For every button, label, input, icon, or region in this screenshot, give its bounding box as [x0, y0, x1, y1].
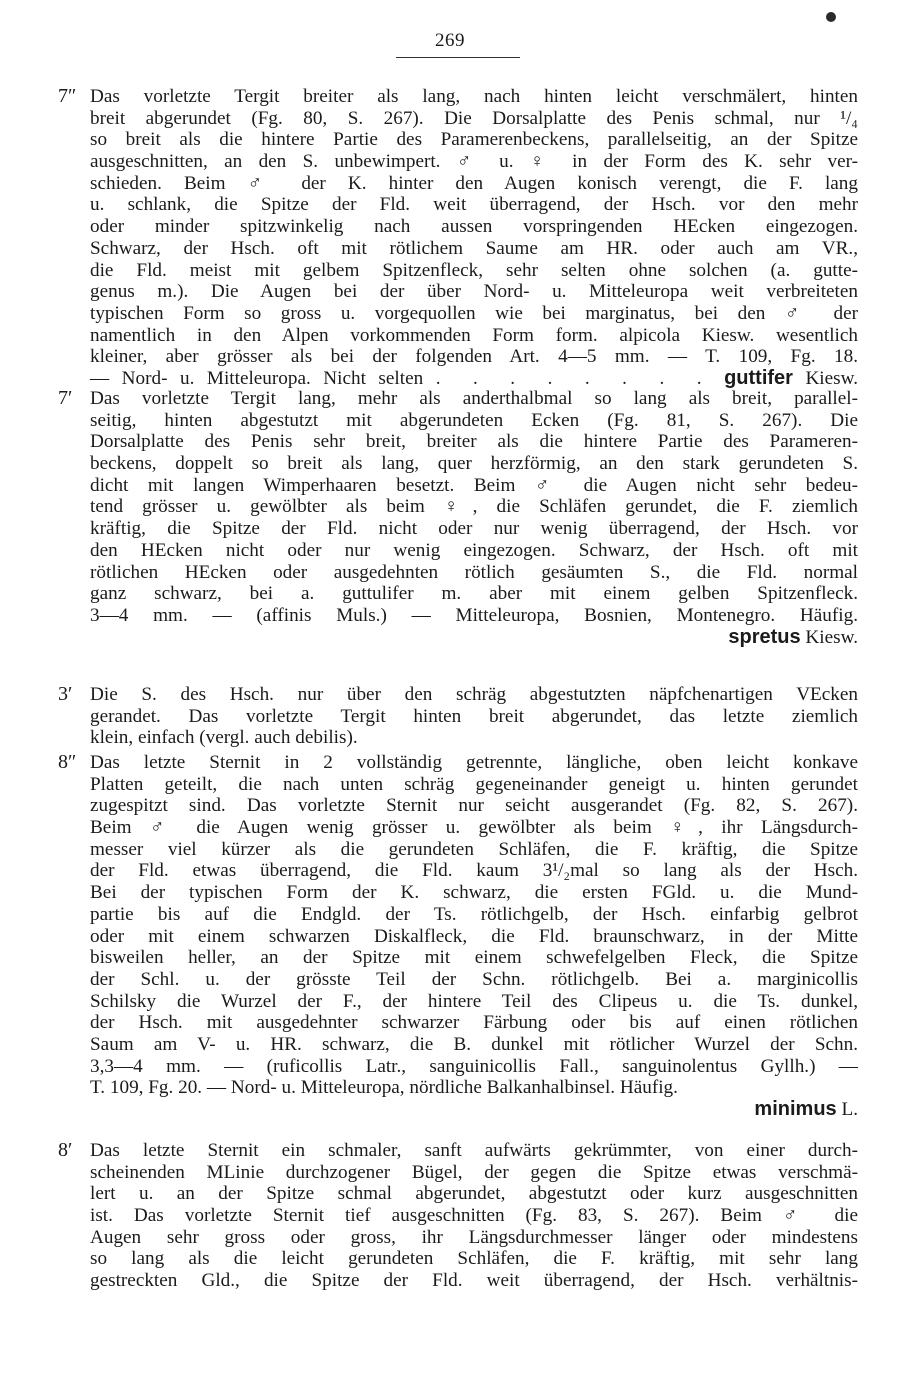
text-line: Das vorletzte Tergit breiter als lang, nach hinten leicht verschmälert, hinten [90, 86, 858, 107]
text-line: Platten geteilt, die nach unten schräg gegeneinander geneigt u. hinten gerundet [90, 773, 858, 795]
text-line: Beim ♂ die Augen wenig grösser u. gewölbter als beim ♀, ihr Längsdurch- [90, 817, 858, 839]
couplet-number: 7″ [58, 85, 77, 107]
text-line: beckens, doppelt so breit als lang, quer herzförmig, an den stark gerundeten S. [90, 453, 858, 475]
text-line: bisweilen heller, an der Spitze mit einem schwefelgelben Fleck, die Spitze [90, 947, 858, 969]
species-line [90, 627, 858, 649]
text-line: ist. Das vorletzte Sternit tief ausgeschnitten (Fg. 83, S. 267). Beim ♂ die [90, 1205, 858, 1227]
text-line: den HEcken nicht oder nur wenig eingezogen. Schwarz, der Hsch. oft mit [90, 539, 858, 561]
text-line: lert u. an der Spitze schmal abgerundet, abgestutzt oder kurz ausgeschnitten [90, 1183, 858, 1205]
species-author: L. [841, 1099, 858, 1120]
text-line: oder mit einem schwarzen Diskalfleck, die Fld. braunschwarz, in der Mitte [90, 925, 858, 947]
text-line: Saum am V- u. HR. schwarz, die B. dunkel mit rötlicher Wurzel der Schn. [90, 1033, 858, 1055]
text-line: 3—4 mm. — (affinis Muls.) — Mitteleuropa, Bosnien, Montenegro. Häufig. [90, 604, 858, 626]
text-line: Das letzte Sternit in 2 vollständig getrennte, längliche, oben leicht konkave [90, 752, 858, 773]
text-line: so breit als die hintere Partie des Paramerenbeckens, parallelseitig, an der Spitze [90, 129, 858, 151]
species-line [90, 368, 858, 390]
text-line: klein, einfach (vergl. auch debilis). [90, 727, 358, 749]
text-line: Dorsalplatte des Penis sehr breit, breiter als die hintere Partie des Parameren- [90, 431, 858, 453]
couplet-7-prime [50, 388, 858, 648]
text-line: T. 109, Fg. 20. — Nord- u. Mitteleuropa, nördliche Balkanhalbinsel. Häufig. [90, 1077, 678, 1099]
species-line [90, 1099, 858, 1121]
text-line: dicht mit langen Wimperhaaren besetzt. Beim ♂ die Augen nicht sehr bedeu- [90, 474, 858, 496]
species-author: Kiesw. [805, 367, 859, 389]
text-line: partie bis auf die Endgld. der Ts. rötlichgelb, der Hsch. einfarbig gelbrot [90, 903, 858, 925]
text-line: Schwarz, der Hsch. oft mit rötlichem Saume am HR. oder auch am VR., [90, 237, 858, 259]
couplet-number: 8″ [58, 751, 77, 773]
text-line: rötlichen HEcken oder ausgedehnten rötlich gesäumten S., die Fld. normal [90, 561, 858, 583]
page-number-rule [396, 57, 520, 58]
text-line: gerandet. Das vorletzte Tergit hinten breit abgerundet, das letzte ziemlich [90, 705, 858, 727]
text-line: breit abgerundet (Fg. 80, S. 267). Die Dorsalplatte des Penis schmal, nur ¹/₄ [90, 107, 858, 129]
text-line: oder minder spitzwinkelig nach aussen vorspringenden HEcken eingezogen. [90, 216, 858, 238]
couplet-3-prime [50, 684, 858, 749]
text-line: der Fld. etwas überragend, die Fld. kaum 3¹/₂mal so lang als der Hsch. [90, 860, 858, 882]
distribution-text: — Nord- u. Mitteleuropa. Nicht selten [90, 367, 424, 389]
text-line: typischen Form so gross u. vorgequollen wie bei marginatus, bei den ♂ der [90, 302, 858, 324]
text-line: Das vorletzte Tergit lang, mehr als anderthalbmal so lang als breit, parallel- [90, 388, 858, 409]
text-line: kleiner, aber grösser als bei der folgenden Art. 4—5 mm. — T. 109, Fg. 18. [90, 346, 858, 368]
text-line: die Fld. meist mit gelbem Spitzenfleck, sehr selten ohne solchen (a. gutte- [90, 259, 858, 281]
page-number: 269 [435, 30, 465, 51]
text-line: Schilsky die Wurzel der F., der hintere Teil des Clipeus u. die Ts. dunkel, [90, 990, 858, 1012]
text-line: Die S. des Hsch. nur über den schräg abgestutzten näpfchenartigen VEcken [90, 684, 858, 705]
text-line: Bei der typischen Form der K. schwarz, die ersten FGld. u. die Mund- [90, 882, 858, 904]
text-line: 3,3—4 mm. — (ruficollis Latr., sanguinicollis Fall., sanguinolentus Gyllh.) — [90, 1055, 858, 1077]
text-line: scheinenden MLinie durchzogener Bügel, der gegen die Spitze etwas verschmä- [90, 1161, 858, 1183]
couplet-number: 3′ [58, 683, 73, 705]
species-author: Kiesw. [805, 626, 858, 648]
species-name: minimus [754, 1098, 837, 1120]
text-line: messer viel kürzer als die gerundeten Schläfen, die F. kräftig, die Spitze [90, 838, 858, 860]
species-name: spretus [728, 625, 801, 648]
text-line: schieden. Beim ♂ der K. hinter den Augen konisch verengt, die F. lang [90, 172, 858, 194]
couplet-number: 7′ [58, 387, 73, 409]
couplet-number: 8′ [58, 1139, 73, 1161]
text-line: tend grösser u. gewölbter als beim ♀, die Schläfen gerundet, die F. ziemlich [90, 496, 858, 518]
ink-dot [826, 12, 836, 22]
leader-dots: . . . . . . . . [435, 367, 712, 389]
text-line: Das letzte Sternit ein schmaler, sanft aufwärts gekrümmter, von einer durch- [90, 1140, 858, 1161]
text-line: ganz schwarz, bei a. guttulifer m. aber mit einem gelben Spitzenfleck. [90, 583, 858, 605]
couplet-7-double-prime [50, 86, 858, 390]
text-line: so lang als die leicht gerundeten Schläfen, die F. kräftig, mit sehr lang [90, 1248, 858, 1270]
text-line: u. schlank, die Spitze der Fld. weit überragend, der Hsch. vor den mehr [90, 194, 858, 216]
text-line: kräftig, die Spitze der Fld. nicht oder nur wenig überragend, der Hsch. vor [90, 518, 858, 540]
text-line: seitig, hinten abgestutzt mit abgerundeten Ecken (Fg. 81, S. 267). Die [90, 409, 858, 431]
text-line: der Schl. u. der grösste Teil der Schn. rötlichgelb. Bei a. marginicollis [90, 968, 858, 990]
text-line: ausgeschnitten, an den S. unbewimpert. ♂ u. ♀ in der Form des K. sehr ver- [90, 151, 858, 173]
text-line: genus m.). Die Augen bei der über Nord- u. Mitteleuropa weit verbreiteten [90, 281, 858, 303]
text-line: Augen sehr gross oder gross, ihr Längsdurchmesser länger oder mindestens [90, 1226, 858, 1248]
text-line: zugespitzt sind. Das vorletzte Sternit nur seicht ausgerandet (Fg. 82, S. 267). [90, 795, 858, 817]
text-line: namentlich in den Alpen vorkommenden Form form. alpicola Kiesw. wesentlich [90, 324, 858, 346]
text-line: der Hsch. mit ausgedehnter schwarzer Färbung oder bis auf einen rötlichen [90, 1012, 858, 1034]
couplet-8-prime [50, 1140, 858, 1292]
couplet-8-double-prime [50, 752, 858, 1121]
species-name: guttifer [724, 366, 793, 389]
text-line: gestreckten Gld., die Spitze der Fld. weit überragend, der Hsch. verhältnis- [90, 1270, 858, 1292]
